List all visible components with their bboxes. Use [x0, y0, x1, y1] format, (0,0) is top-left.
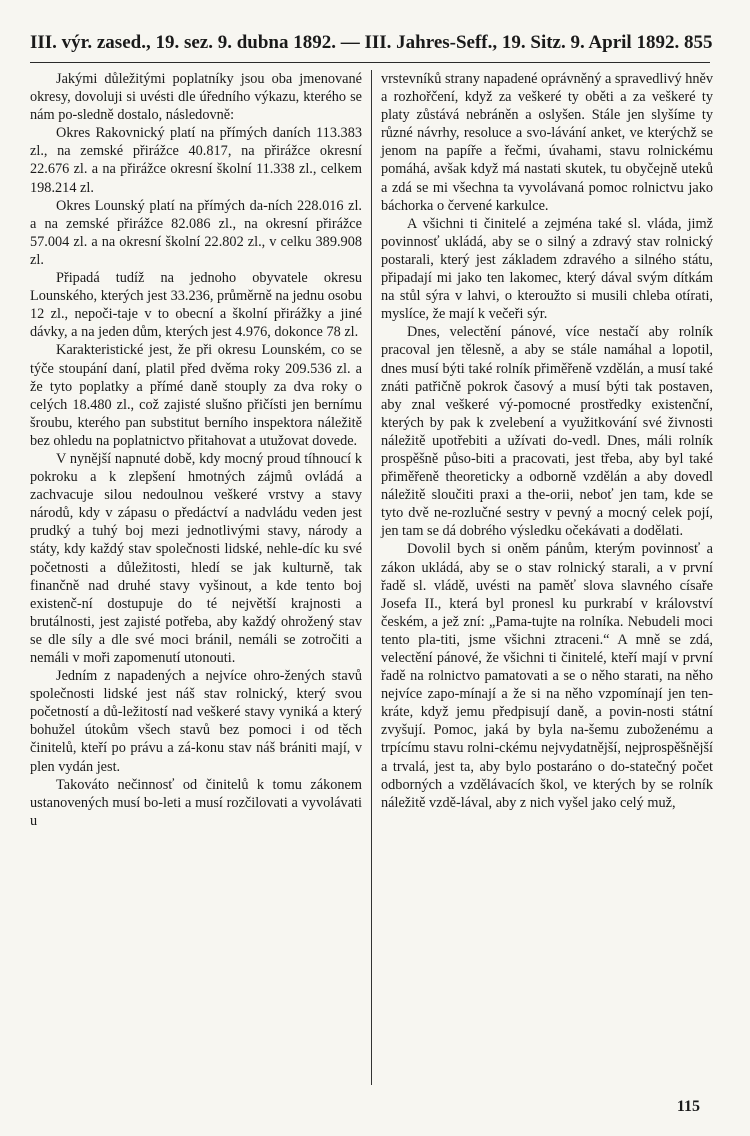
paragraph: Připadá tudíž na jednoho obyvatele okresu Lounského, kterých jest 33.236, průměrně na jednu osobu 12 zl., nepoči-taje v to obecní a školní přirážky a jiné dávky, a na jeden dům, kterých jest 4.976, dokonce 78 zl. [30, 270, 362, 341]
paragraph: Okres Lounský platí na přímých da-ních 228.016 zl. a na zemské přirážce 82.086 zl., na okresní přirážce 57.004 zl. a na okresní školní 22.802 zl., v celku 389.908 zl. [30, 197, 362, 268]
running-header [30, 32, 713, 62]
paragraph: Jedním z napadených a nejvíce ohro-žených stavů společnosti lidské jest náš stav rolnický, který svou početností a dů-ležitostí nad veškeré stavy vyniká a který bohužel útokům všech stavů bez pomoci i od těch činitelů, kteří po právu a zá-konu stav náš brániti mají, v plen vydán jest. [30, 668, 362, 775]
paragraph: Jakými důležitými poplatníky jsou oba jmenované okresy, dovoluji si uvésti dle úředního výkazu, kterého se nám po-sledně dostalo, následovně: [30, 71, 362, 124]
header-rule [30, 62, 710, 63]
paragraph: vrstevníků strany napadené oprávněný a spravedlivý hněv a rozhořčení, když za veškeré ty oběti a za veškeré ty platy zůstává nebráněn a oslyšen. Stále jen slyšíme ty různé návrhy, resoluce a svo-lávání anket, ve kterýchž se jenom na papíře a řečmi, úvahami, stavu rolnickému pomáhá, avšak když má nastati skutek, tu obyčejně uteků a zdá se mi všechna ta vyvolávaná pomoc rolnictvu jako báchorka o červené karkulce. [381, 71, 713, 214]
paragraph: Dovolil bych si oněm pánům, kterým povinnosť a zákon ukládá, aby se o stav rolnický starali, a v první řadě sl. vládě, uvésti na paměť slova slavného císaře Josefa II., která byl pronesl ku purkrabí v království českém, a jež zní: „Pama-tujte na rolníka. Nebudeli moci tento pla-titi, jsme všichni ztraceni.“ A mně se zdá, velectění pánové, že všichni ti činitelé, kteří mají v první řadě na rolnictvo pamatovati a se o něho starati, na něho nejvíce zapo-mínají a že si na něho vzpomínají jen ten-kráte, když jemu předpisují daně, a povin-nosti státní zvyšují. Pomoc, jaká by byla na-šemu zuboženému a trpícímu stavu rolni-ckému nejvydatnější, nejprospěšnější a trvalá, jest ta, aby bylo postaráno o do-statečný počet odborných a vzdělávacích škol, ve kterých by se rolník náležitě vzdě-lával, aby z nich vyšel jako celý muž, [381, 541, 713, 811]
paragraph: Karakteristické jest, že při okresu Lounském, co se týče stoupání daní, platil před dvěma roky 209.536 zl. a že tyto poplatky a přímé daně stouply za dva roky o celých 18.480 zl., což zajisté slušno přičísti jen bernímu šroubu, kterého pan substitut berního inspektora náležitě bez ohledu na poplatnictvo přitahovat a utužovat dovede. [30, 342, 362, 449]
column-separator [371, 70, 372, 1085]
paragraph: A všichni ti činitelé a zejména také sl. vláda, jimž povinnosť ukládá, aby se o silný a zdravý stav rolnický postarali, který jest základem zdravého a silného státu, připadají mi jako ten lakomec, který dával svým dítkám na stůl sýra v lahvi, o kteroužto si musili chleba otírati, myslíce, že mají k večeři sýr. [381, 215, 713, 323]
paragraph: Takováto nečinnosť od činitelů k tomu zákonem ustanovených musí bo-leti a musí rozčilovati a vyvolávati u [30, 776, 362, 829]
paragraph: Dnes, velectění pánové, více nestačí aby rolník pracoval jen tělesně, a aby se stále namáhal a lopotil, dnes musí býti také rolník přiměřeně vzdělán, a musí také znáti patřičně pokrok časový a musí býti tak postaven, aby znal veškeré vý-pomocné prostředky existenční, kterých by pak k zvelebení a využitkování své živnosti náležitě upotřebiti a užívati do-vedl. Dnes, máli rolník prospěšně půso-biti a pracovati, jest třeba, aby byl také přiměřeně theoreticky a odborně vzdělán a aby dovedl náležitě sloučiti praxi a the-orii, neboť jen tam, kde se tyto dvě ne-rozlučné sestry v pevný a mocný celek pojí, jen tam se dá dobrého výsledku očekávati a dodělati. [381, 324, 713, 540]
right-column [381, 70, 713, 812]
running-header-text: III. výr. zased., 19. sez. 9. dubna 1892. — III. Jahres-Seff., 19. Sitz. 9. April 1892. 855 [30, 32, 713, 53]
paragraph: Okres Rakovnický platí na přímých daních 113.383 zl., na zemské přirážce 40.817, na přirážce okresní 22.676 zl. a na přirážce okresní školní 11.338 zl., celkem 198.214 zl. [30, 125, 362, 196]
paragraph: V nynější napnuté době, kdy mocný proud tíhnoucí k pokroku a k zlepšení hmotných zájmů ovládá a zachvacuje silou nedoulnou veškeré vrstvy a stavy národů, kdy v zápasu o předáctví a nadvládu veden jest prudký a tuhý boj mezi jednotlivými stavy, národy a státy, kdy každý stav společnosti lidské, nehle-díc ku své početnosti a důležitosti, hledí se jak kulturně, tak finančně nad druhé stavy vyšinout, a kde tento boj existenč-ní dostupuje do té největší krajnosti a brutálnosti, jest zajisté potřeba, aby každý ohrožený stav se dle síly a dle své moci bránil, nemáli se zotročiti a nemáli v moři zapomenutí utonouti. [30, 450, 362, 666]
page-number: 115 [676, 1098, 700, 1115]
left-column [30, 70, 362, 830]
